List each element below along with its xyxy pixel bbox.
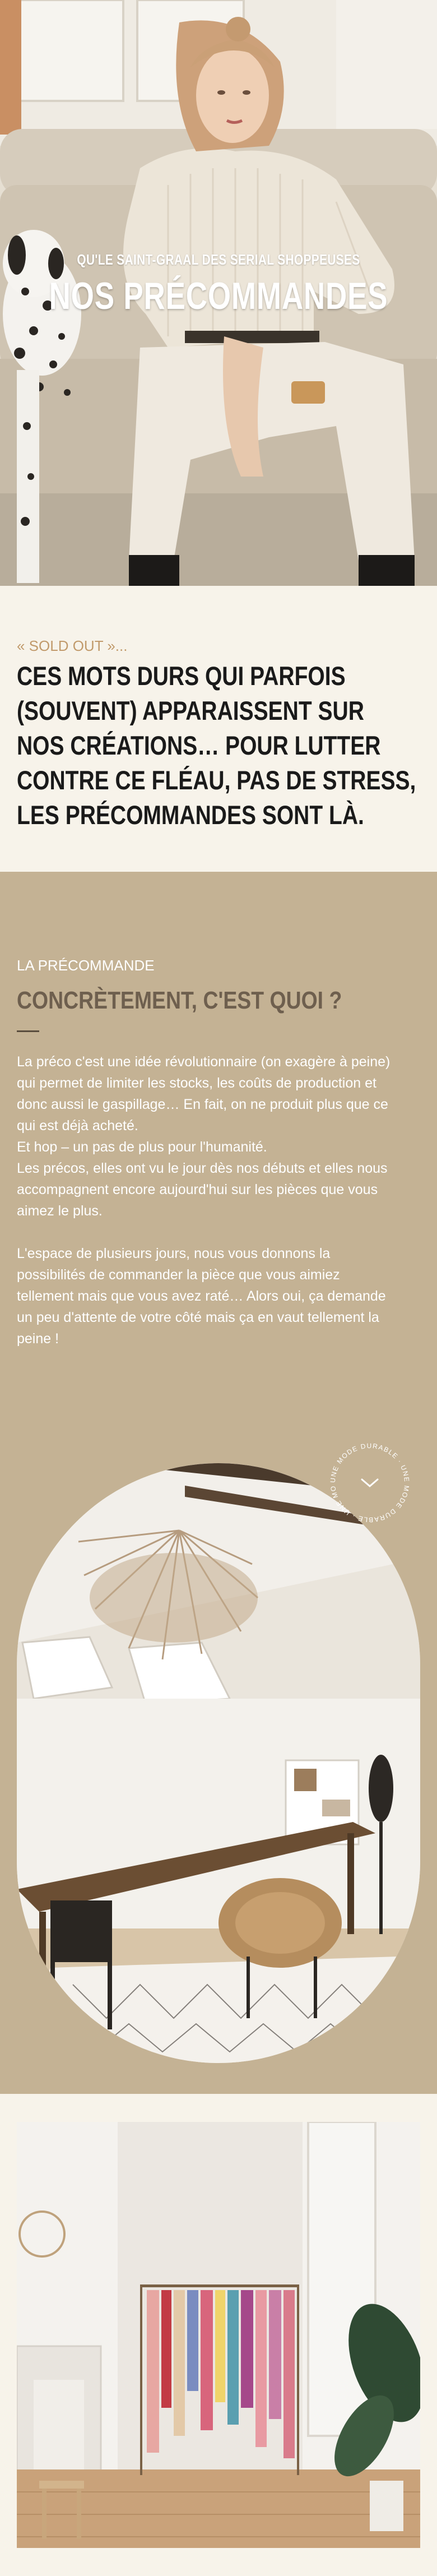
studio-photo	[17, 1463, 420, 2063]
sustainable-fashion-badge	[319, 1432, 420, 1533]
badge-text: UNE MODE DURABLE · UNE MODE DURABLE · UNE MO	[328, 1441, 411, 1524]
spacer	[17, 1222, 392, 1243]
wardrobe-illustration	[17, 2122, 420, 2548]
precommande-title: CONCRÈTEMENT, C'EST QUOI ?	[17, 987, 342, 1014]
hero-title: NOS PRÉCOMMANDES	[49, 275, 388, 317]
svg-text:UNE MODE DURABLE · UNE MODE DU	[319, 1432, 411, 1524]
precommande-paragraph: Les précos, elles ont vu le jour dès nos débuts et elles nous accompagnent encore aujourd'hui sur les pièces que vous aimez le plus.	[17, 1160, 388, 1219]
studio-illustration	[17, 1463, 420, 2063]
precommande-paragraph: La préco c'est une idée révolutionnaire (on exagère à peine) qui permet de limiter les stocks, les coûts de production et donc aussi le gaspillage… En fait, on ne produit plus que ce qui est déjà acheté.	[17, 1054, 390, 1134]
title-divider	[17, 1030, 39, 1032]
precommande-section	[0, 872, 437, 2094]
precommande-paragraph: Et hop – un pas de plus pour l'humanité.	[17, 1139, 267, 1155]
hero-section	[0, 0, 437, 586]
chevron-down-icon	[362, 1479, 378, 1486]
sold-out-text: CES MOTS DURS QUI PARFOIS (SOUVENT) APPARAISSENT SUR NOS CRÉATIONS… POUR LUTTER CONTRE CE FLÉAU, PAS DE STRESS, LES PRÉCOMMANDES SONT LÀ.	[17, 661, 416, 830]
precommande-label: LA PRÉCOMMANDE	[17, 957, 155, 974]
sold-out-label: « SOLD OUT »...	[17, 637, 128, 654]
precommande-paragraph: L'espace de plusieurs jours, nous vous donnons la possibilités de commander la pièce que vous aimiez tellement mais que vous avez raté… Alors oui, ça demande un peu d'attente de votre côté mais ça en vaut tellement la peine !	[17, 1246, 386, 1347]
precommande-body	[17, 1051, 392, 1349]
sold-out-section	[0, 586, 437, 872]
wardrobe-section	[0, 2094, 437, 2576]
hero-supertitle: QU'LE SAINT-GRAAL DES SERIAL SHOPPEUSES	[77, 251, 360, 268]
wardrobe-photo	[17, 2122, 420, 2548]
